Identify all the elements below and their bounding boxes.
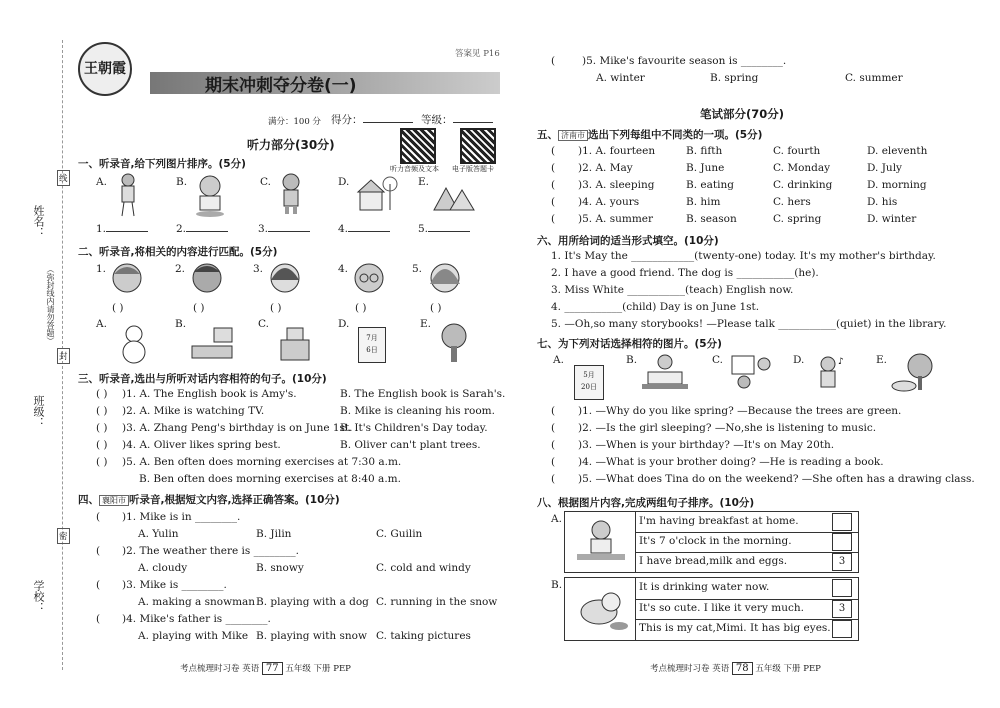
written-heading: 笔试部分(70分) (700, 107, 785, 121)
option-d: D. winter (867, 213, 917, 225)
answer-paren[interactable]: ( (551, 179, 556, 191)
dialogue-question: )3. —When is your birthday? —It's on May 20th. (578, 439, 835, 451)
qr-caption-audio: 听力音频及文本 (390, 165, 439, 173)
s2-letter: D. (338, 318, 350, 330)
option-b: B. Ben often does morning exercises at 8:40 a.m. (139, 473, 401, 485)
s2-num: 5. (412, 263, 423, 275)
girl-jumping-picture (113, 172, 143, 218)
option-a: A. Yulin (138, 528, 179, 540)
girl-eating-picture (192, 174, 228, 218)
fill-blank-question: 5. —Oh,so many storybooks! —Please talk ___________(quiet) in the library. (551, 318, 947, 330)
option-d: D. eleventh (867, 145, 928, 157)
s2-match-blank[interactable]: ( ) (355, 302, 367, 314)
answer-paren[interactable]: ( (96, 545, 101, 557)
order-answer-box[interactable] (832, 620, 852, 638)
s2-num: 2. (175, 263, 186, 275)
section-1-title: 一、听录音,给下列图片排序。(5分) (78, 158, 246, 170)
answer-paren[interactable]: ( ) (96, 422, 108, 434)
ordering-row (635, 599, 858, 621)
option-d: D. morning (867, 179, 927, 191)
section-5-title: 五、 济南市 选出下列每组中不同类的一项。(5分) (537, 129, 763, 141)
section-7-title: 七、为下列对话选择相符的图片。(5分) (537, 338, 722, 350)
option-b: B. The English book is Sarah's. (340, 388, 506, 400)
dialogue-question: )1. —Why do you like spring? —Because the trees are green. (578, 405, 902, 417)
s2-num: 1. (96, 263, 107, 275)
fill-blank-question: 4. ___________(child) Day is on June 1st. (551, 301, 760, 313)
boy-face-picture (110, 260, 144, 298)
footer-right: 考点梳理时习卷 英语 78 五年级 下册 PEP (650, 663, 821, 674)
sentence-text: It's so cute. I like it very much. (639, 601, 804, 614)
answer-paren[interactable]: ( (96, 613, 101, 625)
boy-face-picture (190, 260, 224, 298)
option-c: C. hers (773, 196, 811, 208)
question-text: )4. Mike's father is ________. (122, 613, 271, 625)
seal-char: 线 (57, 170, 70, 186)
s1-answer: 5. (418, 223, 470, 235)
page-title: 期末冲刺夺分卷(一) (205, 76, 357, 96)
answer-paren[interactable]: ( (551, 473, 556, 485)
option-a: A. cloudy (138, 562, 188, 574)
option-c: C. cold and windy (376, 562, 471, 574)
score-label: 得分： (331, 112, 413, 127)
s7-letter: A. (553, 354, 564, 366)
fill-blank-question: 1. It's May the ____________(twenty-one) today. It's my mother's birthday. (551, 250, 936, 262)
section-4-title: 四、 襄阳市 听录音,根据短文内容,选择正确答案。(10分) (78, 494, 340, 506)
s7-letter: D. (793, 354, 805, 366)
option-d: D. his (867, 196, 898, 208)
qr-code-answer-sheet[interactable] (460, 128, 496, 164)
s2-letter: E. (420, 318, 432, 330)
answer-ref: 答案见 P16 (455, 49, 500, 59)
option-a: )5. A. summer (578, 213, 654, 225)
sleeping-picture (190, 326, 234, 362)
qr-caption-sheet: 电子版答题卡 (452, 165, 494, 173)
option-a: A. making a snowman (138, 596, 256, 608)
sentence-text: It's 7 o'clock in the morning. (639, 535, 792, 547)
gift-boxes-picture (275, 322, 315, 364)
order-answer-box[interactable]: 3 (832, 553, 852, 571)
s2-letter: A. (96, 318, 107, 330)
s2-match-blank[interactable]: ( ) (430, 302, 442, 314)
answer-paren[interactable]: ( (551, 456, 556, 468)
option-b: B. snowy (256, 562, 304, 574)
option-a: )3. A. Zhang Peng's birthday is on June 1st. (122, 422, 353, 434)
page-number: 77 (262, 662, 283, 675)
calendar-july-6-picture: 7月 6日 (358, 327, 386, 363)
s2-num: 4. (338, 263, 349, 275)
q5-question: )5. Mike's favourite season is ________. (582, 55, 787, 67)
option-b: B. Mike is cleaning his room. (340, 405, 495, 417)
s1-letter: A. (96, 176, 107, 188)
answer-paren[interactable]: ( ) (96, 388, 108, 400)
s1-letter: D. (338, 176, 350, 188)
s1-answer: 4. (338, 223, 390, 235)
order-answer-box[interactable] (832, 579, 852, 597)
boy-reading-picture (640, 352, 690, 392)
s8b-table (564, 577, 859, 641)
section-3-title: 三、听录音,选出与所听对话内容相符的句子。(10分) (78, 373, 327, 385)
sentence-text: It is drinking water now. (639, 581, 770, 593)
fill-blank-question: 2. I have a good friend. The dog is ___________(he). (551, 267, 819, 279)
option-c: C. drinking (773, 179, 833, 191)
option-c: C. fourth (773, 145, 821, 157)
snowman-picture (116, 322, 152, 364)
question-text: )2. The weather there is ________. (122, 545, 299, 557)
qr-code-audio[interactable] (400, 128, 436, 164)
option-a: )1. A. fourteen (578, 145, 656, 157)
s1-answer: 2. (176, 223, 228, 235)
region-tag: 济南市 (558, 130, 588, 141)
section-8-title: 八、根据图片内容,完成两组句子排序。(10分) (537, 497, 755, 509)
answer-paren[interactable]: ( (551, 422, 556, 434)
girl-music-picture (810, 354, 846, 394)
order-answer-box[interactable] (832, 513, 852, 531)
option-a: )3. A. sleeping (578, 179, 655, 191)
robot-picture (276, 172, 306, 216)
question-text: )1. Mike is in ________. (122, 511, 241, 523)
sentence-text: This is my cat,Mimi. It has big eyes. (639, 622, 831, 635)
snow-house-picture (352, 174, 400, 216)
option-a: )1. A. The English book is Amy's. (122, 388, 297, 400)
answer-paren[interactable]: ( (551, 405, 556, 417)
answer-paren[interactable]: ( ) (96, 456, 108, 468)
option-b: B. June (686, 162, 725, 174)
s8a-label: A. (551, 513, 562, 525)
tree-picture (436, 322, 472, 364)
option-b: B. Oliver can't plant trees. (340, 439, 481, 451)
fill-blank-question: 3. Miss White ___________(teach) English now. (551, 284, 794, 296)
seal-char: 密 (57, 528, 70, 544)
answer-paren[interactable]: ( (551, 196, 556, 208)
girl-face-picture (268, 260, 302, 298)
s2-letter: C. (258, 318, 269, 330)
option-c: C. running in the snow (376, 596, 498, 608)
brand-logo (78, 42, 132, 96)
dumplings-picture (430, 180, 476, 216)
option-b: B. season (686, 213, 737, 225)
seal-char: 封 (57, 348, 70, 364)
q5-paren[interactable]: ( (551, 55, 556, 67)
option-a: )4. A. Oliver likes spring best. (122, 439, 281, 451)
grade-label: 等级： (421, 112, 493, 127)
option-b: B. playing with a dog (256, 596, 369, 608)
option-b: B. playing with snow (256, 630, 367, 642)
q5-option-b: B. spring (710, 72, 759, 84)
s2-match-blank[interactable]: ( ) (270, 302, 282, 314)
ordering-row (635, 578, 858, 600)
name-label: 姓名： (32, 205, 45, 238)
option-c: C. taking pictures (376, 630, 471, 642)
girl-breakfast-picture (573, 516, 629, 568)
answer-paren[interactable]: ( (96, 579, 101, 591)
svg-text:♪: ♪ (838, 357, 844, 367)
answer-paren[interactable]: ( ) (96, 439, 108, 451)
answer-paren[interactable]: ( (551, 439, 556, 451)
option-b: B. fifth (686, 145, 723, 157)
answer-paren[interactable]: ( (551, 145, 556, 157)
s7-letter: B. (626, 354, 638, 366)
calendar-may-20-picture: 5月 20日 (574, 365, 604, 400)
option-a: )5. A. Ben often does morning exercises at 7:30 a.m. (122, 456, 402, 468)
ordering-row (635, 619, 858, 640)
s2-match-blank[interactable]: ( ) (112, 302, 124, 314)
option-a: )4. A. yours (578, 196, 640, 208)
option-a: A. playing with Mike (138, 630, 249, 642)
brand-name: 王朝霞 (84, 61, 126, 77)
full-score: 满分：100 分 (268, 117, 321, 127)
order-answer-box[interactable]: 3 (832, 600, 852, 618)
footer-left: 考点梳理时习卷 英语 77 五年级 下册 PEP (180, 663, 351, 674)
q5-option-c: C. summer (845, 72, 903, 84)
option-b: B. eating (686, 179, 734, 191)
seal-note: （弥封线内请勿答题） (46, 265, 55, 345)
option-c: C. Monday (773, 162, 831, 174)
s8b-label: B. (551, 579, 563, 591)
s1-letter: C. (260, 176, 271, 188)
listening-heading: 听力部分(30分) (247, 138, 335, 152)
ordering-row (635, 552, 858, 572)
s7-letter: E. (876, 354, 888, 366)
sentence-text: I'm having breakfast at home. (639, 515, 799, 527)
answer-paren[interactable]: ( (551, 162, 556, 174)
option-a: )2. A. Mike is watching TV. (122, 405, 265, 417)
option-c: C. spring (773, 213, 822, 225)
section-2-title: 二、听录音,将相关的内容进行匹配。(5分) (78, 246, 278, 258)
option-b: B. Jilin (256, 528, 292, 540)
ordering-row (635, 512, 858, 533)
s8a-table (564, 511, 859, 573)
girl-face-picture (428, 260, 462, 298)
order-answer-box[interactable] (832, 533, 852, 551)
answer-paren[interactable]: ( (551, 213, 556, 225)
option-c: C. Guilin (376, 528, 423, 540)
s1-answer: 1. (96, 223, 148, 235)
question-text: )3. Mike is ________. (122, 579, 227, 591)
option-d: D. July (867, 162, 902, 174)
sentence-text: I have bread,milk and eggs. (639, 555, 788, 567)
dialogue-question: )5. —What does Tina do on the weekend? —She often has a drawing class. (578, 473, 975, 485)
cat-drinking-picture (571, 584, 629, 634)
boy-glasses-face-picture (352, 260, 386, 298)
answer-paren[interactable]: ( ) (96, 405, 108, 417)
option-b: B. It's Children's Day today. (340, 422, 488, 434)
answer-paren[interactable]: ( (96, 511, 101, 523)
option-a: )2. A. May (578, 162, 633, 174)
q5-option-a: A. winter (596, 72, 645, 84)
s7-letter: C. (712, 354, 723, 366)
region-tag: 襄阳市 (99, 495, 129, 506)
section-6-title: 六、用所给词的适当形式填空。(10分) (537, 235, 719, 247)
drawing-class-picture (728, 352, 778, 394)
option-b: B. him (686, 196, 721, 208)
s2-match-blank[interactable]: ( ) (193, 302, 205, 314)
dialogue-question: )2. —Is the girl sleeping? —No,she is listening to music. (578, 422, 877, 434)
ordering-row (635, 532, 858, 553)
s1-letter: E. (418, 176, 430, 188)
school-label: 学校： (32, 580, 45, 613)
spring-trees-picture (890, 352, 940, 396)
dialogue-question: )4. —What is your brother doing? —He is reading a book. (578, 456, 884, 468)
s2-letter: B. (175, 318, 187, 330)
page-number: 78 (732, 662, 753, 675)
class-label: 班级： (32, 395, 45, 428)
s1-answer: 3. (258, 223, 310, 235)
s1-letter: B. (176, 176, 188, 188)
s2-num: 3. (253, 263, 264, 275)
